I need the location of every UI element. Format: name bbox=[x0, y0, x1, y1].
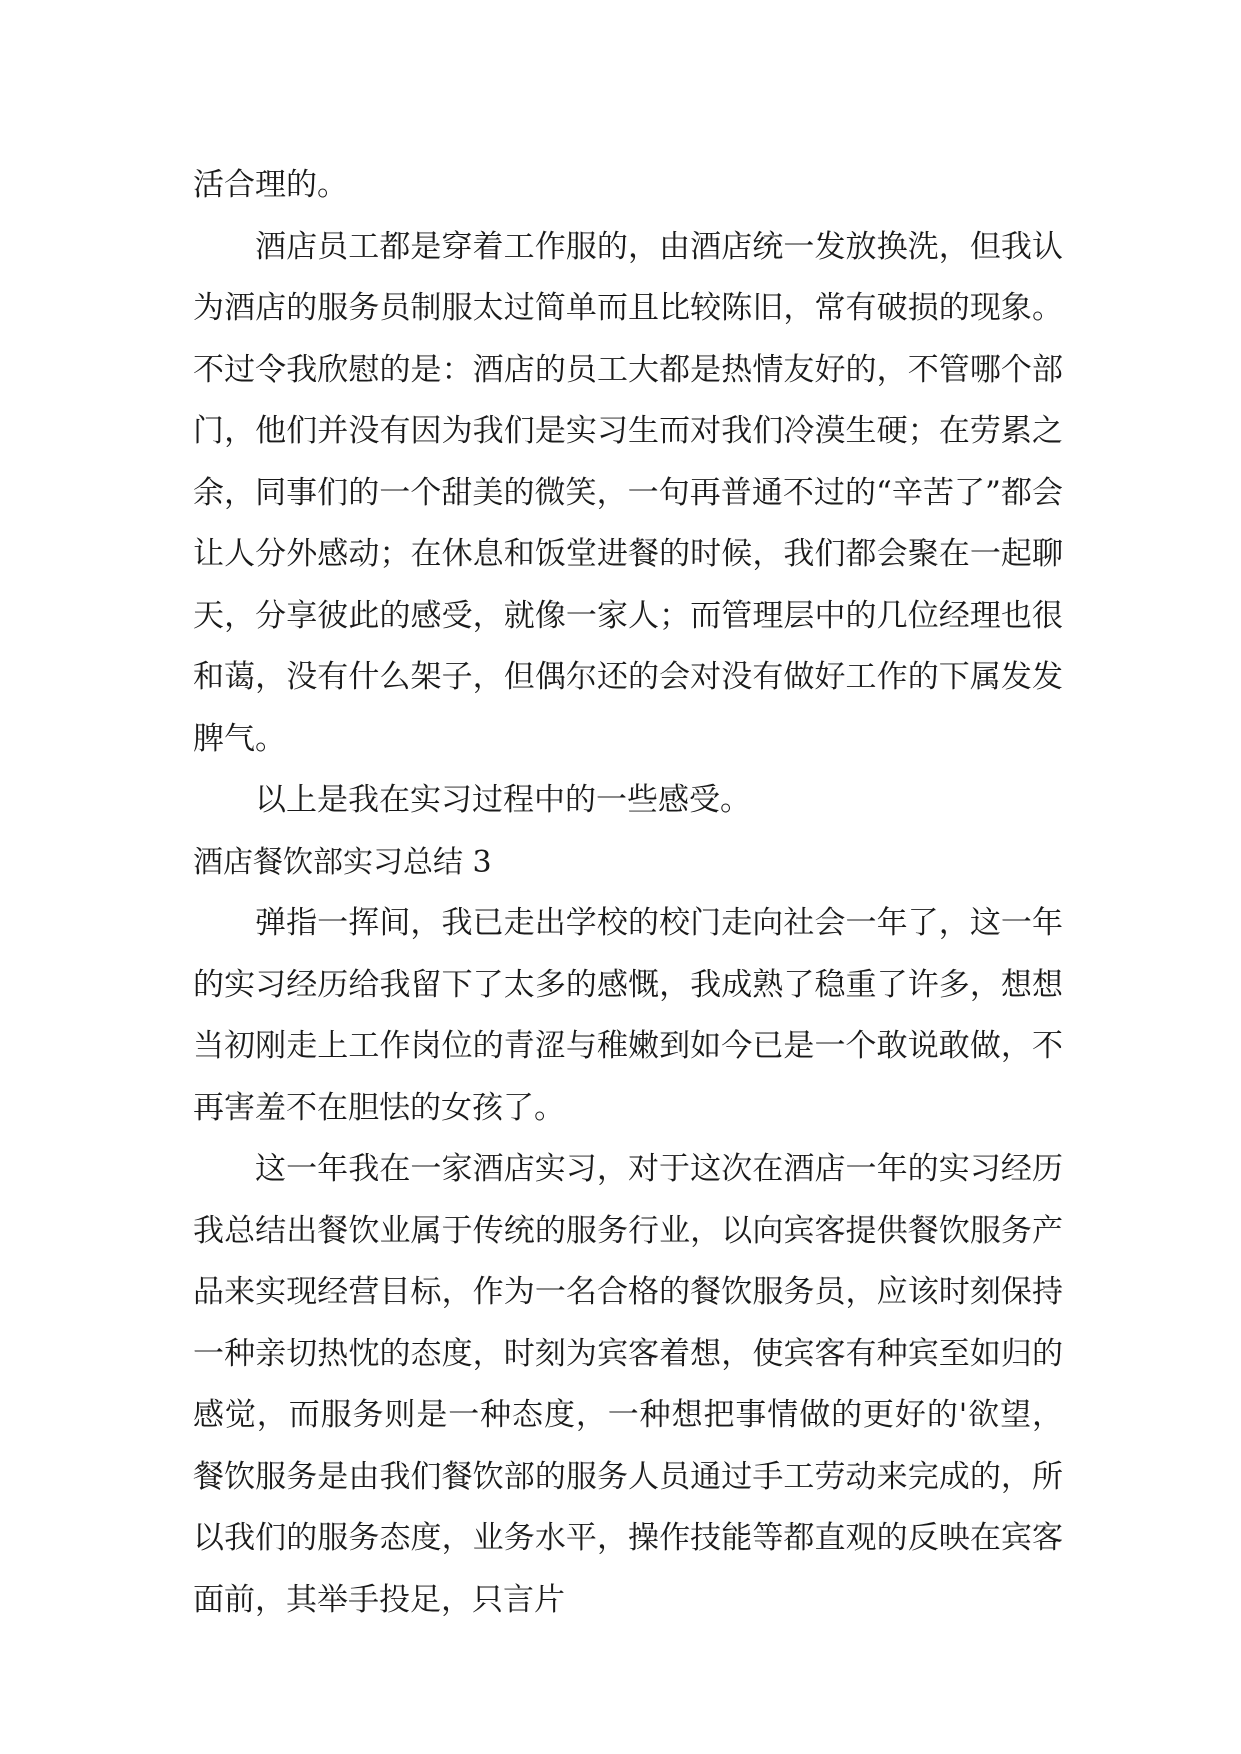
section-heading: 酒店餐饮部实习总结 3 bbox=[193, 844, 492, 880]
paragraph-one-year: 弹指一挥间，我已走出学校的校门走向社会一年了，这一年的实习经历给我留下了太多的感慨，我成熟了稳重了许多，想想当初刚走上工作岗位的青涩与稚嫩到如今已是一个敢说敢做，不再害羞不在胆怯的女孩了。 bbox=[193, 905, 1063, 1126]
paragraph-summary-line: 以上是我在实习过程中的一些感受。 bbox=[255, 782, 751, 818]
paragraph-staff-uniforms: 酒店员工都是穿着工作服的，由酒店统一发放换洗，但我认为酒店的服务员制服太过简单而且比较陈旧，常有破损的现象。不过令我欣慰的是：酒店的员工大都是热情友好的，不管哪个部门，他们并没有因为我们是实习生而对我们冷漠生硬；在劳累之余，同事们的一个甜美的微笑，一句再普通不过的“辛苦了”都会让人分外感动；在休息和饭堂进餐的时候，我们都会聚在一起聊天，分享彼此的感受，就像一家人；而管理层中的几位经理也很和蔼，没有什么架子，但偶尔还的会对没有做好工作的下属发发脾气。 bbox=[193, 228, 1063, 757]
paragraph-hotel-internship: 这一年我在一家酒店实习，对于这次在酒店一年的实习经历我总结出餐饮业属于传统的服务行业，以向宾客提供餐饮服务产品来实现经营目标，作为一名合格的餐饮服务员，应该时刻保持一种亲切热忱的态度，时刻为宾客着想，使宾客有种宾至如归的感觉，而服务则是一种态度，一种想把事情做的更好的'欲望，餐饮服务是由我们餐饮部的服务人员通过手工劳动来完成的，所以我们的服务态度，业务水平，操作技能等都直观的反映在宾客面前，其举手投足，只言片 bbox=[193, 1151, 1063, 1618]
paragraph-closing-fragment: 活合理的。 bbox=[193, 167, 348, 203]
document-page bbox=[193, 155, 1063, 1631]
